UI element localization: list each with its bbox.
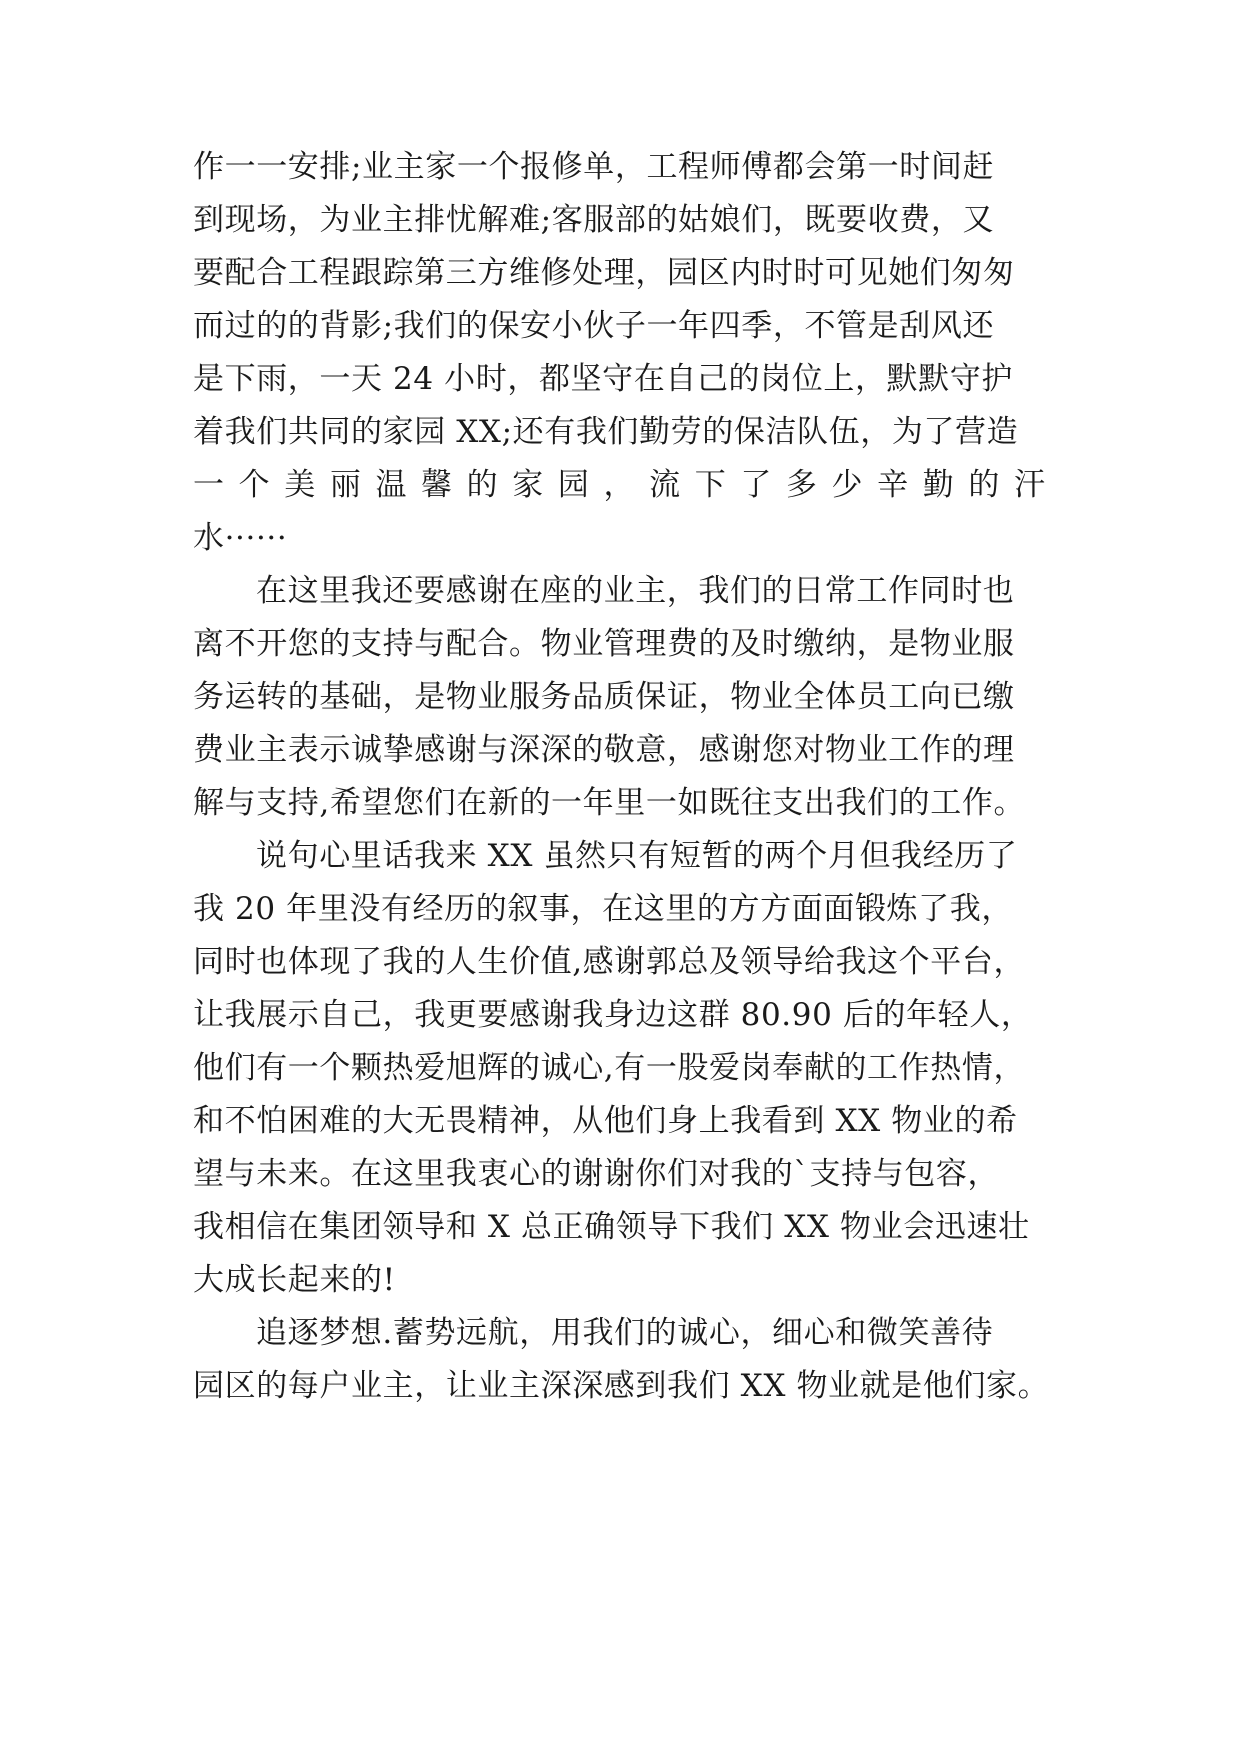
text-line: 让我展示自己，我更要感谢我身边这群 80.90 后的年轻人， (193, 997, 1033, 1033)
text-line: 和不怕困难的大无畏精神，从他们身上我看到 XX 物业的希 (193, 1103, 1018, 1139)
justified-char: 流 (649, 467, 681, 503)
text-line: 水······ (193, 520, 288, 556)
justified-text-line (193, 465, 1045, 505)
justified-char: 少 (831, 467, 863, 503)
text-line: 我相信在集团领导和 X 总正确领导下我们 XX 物业会迅速壮 (193, 1209, 1030, 1245)
text-line: 同时也体现了我的人生价值,感谢郭总及领导给我这个平台， (193, 944, 1026, 980)
text-line: 而过的的背影;我们的保安小伙子一年四季，不管是刮风还 (193, 308, 995, 344)
justified-char: ， (603, 467, 635, 503)
justified-char: 一 (193, 467, 224, 503)
justified-char: 美 (284, 467, 316, 503)
justified-char: 多 (785, 467, 817, 503)
text-line: 作一一安排;业主家一个报修单，工程师傅都会第一时间赶 (193, 149, 995, 185)
text-line: 我 20 年里没有经历的叙事，在这里的方方面面锻炼了我， (193, 891, 1013, 927)
text-line: 望与未来。在这里我衷心的谢谢你们对我的`支持与包容， (193, 1156, 1000, 1192)
justified-char: 园 (557, 467, 589, 503)
text-line: 费业主表示诚挚感谢与深深的敬意，感谢您对物业工作的理 (193, 732, 1015, 768)
text-line: 务运转的基础，是物业服务品质保证，物业全体员工向已缴 (193, 679, 1015, 715)
text-line: 着我们共同的家园 XX;还有我们勤劳的保洁队伍，为了营造 (193, 414, 1019, 450)
text-line: 到现场，为业主排忧解难;客服部的姑娘们，既要收费，又 (193, 202, 995, 238)
text-line: 离不开您的支持与配合。物业管理费的及时缴纳，是物业服 (193, 626, 1015, 662)
justified-char: 的 (466, 467, 498, 503)
justified-char: 温 (375, 467, 407, 503)
justified-char: 馨 (421, 467, 453, 503)
text-line: 解与支持,希望您们在新的一年里一如既往支出我们的工作。 (193, 785, 1026, 821)
paragraph-first-line: 在这里我还要感谢在座的业主，我们的日常工作同时也 (256, 573, 1015, 609)
justified-char: 下 (694, 467, 726, 503)
text-line: 他们有一个颗热爱旭辉的诚心,有一股爱岗奉献的工作热情， (193, 1050, 1026, 1086)
justified-char: 的 (968, 467, 1000, 503)
paragraph-first-line: 追逐梦想.蓄势远航，用我们的诚心，细心和微笑善待 (256, 1315, 994, 1351)
text-line: 大成长起来的! (193, 1262, 396, 1298)
text-line: 是下雨，一天 24 小时，都坚守在自己的岗位上，默默守护 (193, 361, 1013, 397)
justified-char: 丽 (329, 467, 361, 503)
justified-char: 个 (238, 467, 270, 503)
justified-char: 汗 (1013, 467, 1045, 503)
text-line: 园区的每户业主，让业主深深感到我们 XX 物业就是他们家。 (193, 1368, 1050, 1404)
text-line: 要配合工程跟踪第三方维修处理，园区内时时可见她们匆匆 (193, 255, 1015, 291)
justified-char: 辛 (877, 467, 909, 503)
justified-char: 了 (740, 467, 772, 503)
justified-char: 家 (512, 467, 544, 503)
justified-char: 勤 (922, 467, 954, 503)
paragraph-first-line: 说句心里话我来 XX 虽然只有短暂的两个月但我经历了 (256, 838, 1018, 874)
